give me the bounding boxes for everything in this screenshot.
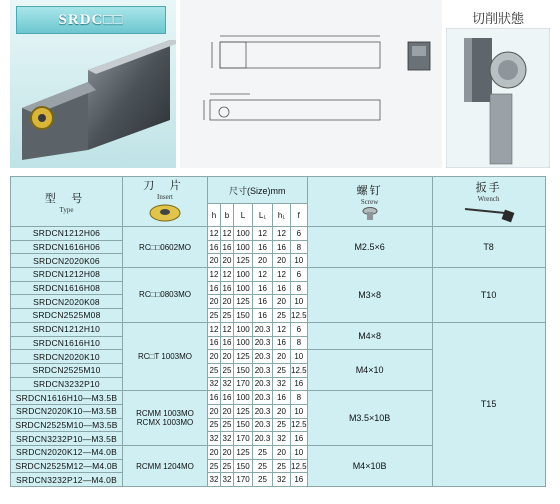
dim-cell: 8 xyxy=(291,336,308,350)
table-row xyxy=(11,322,546,336)
screw-icon xyxy=(361,207,379,221)
insert-label: RC□T 1003MO xyxy=(137,352,193,362)
screw-cell: M4×10 xyxy=(307,350,432,391)
dim-cell: 20.3 xyxy=(253,350,273,364)
dim-cell: 125 xyxy=(234,350,253,364)
dim-cell: 25 xyxy=(221,363,234,377)
dim-cell: 170 xyxy=(234,377,253,391)
page-title: SRDC□□ xyxy=(16,6,166,34)
dim-cell: 20.3 xyxy=(253,391,273,405)
dim-cell: 16 xyxy=(221,281,234,295)
dim-cell: 170 xyxy=(234,473,253,487)
dim-cell: 16 xyxy=(221,336,234,350)
dim-cell: 12 xyxy=(273,268,291,282)
dim-cell: 100 xyxy=(234,281,253,295)
screw-cell: M3.5×10B xyxy=(307,391,432,446)
model-cell: SRDCN2020K06 xyxy=(11,254,123,268)
dim-cell: 10 xyxy=(291,254,308,268)
wrench-icon xyxy=(461,204,517,224)
dim-cell: 125 xyxy=(234,254,253,268)
dim-cell: 32 xyxy=(208,377,221,391)
insert-label: RC□□0602MO xyxy=(139,242,191,252)
dim-cell: 150 xyxy=(234,363,253,377)
header-screw: 螺钉 Screw xyxy=(307,177,432,227)
dim-cell: 12.5 xyxy=(291,459,308,473)
screw-cell: M3×8 xyxy=(307,268,432,323)
dim-cell: 12 xyxy=(208,227,221,241)
dim-cell: 100 xyxy=(234,227,253,241)
dim-cell: 32 xyxy=(221,377,234,391)
model-cell: SRDCN1616H06 xyxy=(11,240,123,254)
dim-cell: 150 xyxy=(234,459,253,473)
dim-cell: 16 xyxy=(221,240,234,254)
insert-cell xyxy=(123,446,208,487)
dim-cell: 32 xyxy=(273,432,291,446)
dim-cell: 25 xyxy=(208,459,221,473)
dim-cell: 20 xyxy=(221,350,234,364)
model-cell: SRDCN3232P10—M3.5B xyxy=(11,432,123,446)
insert-cell xyxy=(123,322,208,390)
header-dim-b: b xyxy=(221,204,234,227)
dim-cell: 25 xyxy=(221,309,234,323)
dim-cell: 25 xyxy=(208,363,221,377)
insert-icon xyxy=(148,203,182,223)
dim-cell: 125 xyxy=(234,404,253,418)
dim-cell: 20 xyxy=(208,295,221,309)
screw-cell: M4×10B xyxy=(307,446,432,487)
header-size: 尺寸(Size)mm xyxy=(208,177,308,204)
dim-cell: 100 xyxy=(234,391,253,405)
model-cell: SRDCN1212H08 xyxy=(11,268,123,282)
dim-cell: 6 xyxy=(291,268,308,282)
insert-label: RCMX 1003MO xyxy=(136,418,194,428)
model-cell: SRDCN2020K10 xyxy=(11,350,123,364)
dim-cell: 10 xyxy=(291,350,308,364)
dim-cell: 20 xyxy=(221,446,234,460)
dim-cell: 32 xyxy=(273,473,291,487)
dim-cell: 20 xyxy=(221,404,234,418)
dim-cell: 25 xyxy=(221,418,234,432)
dim-cell: 32 xyxy=(221,473,234,487)
dim-cell: 12 xyxy=(221,322,234,336)
dim-cell: 12 xyxy=(208,268,221,282)
model-cell: SRDCN2020K12—M4.0B xyxy=(11,446,123,460)
dim-cell: 100 xyxy=(234,268,253,282)
dim-cell: 16 xyxy=(291,473,308,487)
dim-cell: 20 xyxy=(208,254,221,268)
dim-cell: 12.5 xyxy=(291,418,308,432)
model-cell: SRDCN2525M10—M3.5B xyxy=(11,418,123,432)
dim-cell: 16 xyxy=(291,377,308,391)
dim-cell: 25 xyxy=(253,473,273,487)
dim-cell: 25 xyxy=(273,363,291,377)
model-cell: SRDCN2525M10 xyxy=(11,363,123,377)
dim-cell: 25 xyxy=(273,459,291,473)
dim-cell: 20.3 xyxy=(253,363,273,377)
header-dim-f: f xyxy=(291,204,308,227)
dim-cell: 170 xyxy=(234,432,253,446)
dim-cell: 25 xyxy=(273,418,291,432)
dim-cell: 150 xyxy=(234,309,253,323)
dim-cell: 32 xyxy=(273,377,291,391)
model-cell: SRDCN3232P10 xyxy=(11,377,123,391)
dim-cell: 20 xyxy=(253,254,273,268)
dim-cell: 125 xyxy=(234,295,253,309)
insert-label: RC□□0803MO xyxy=(139,290,191,300)
dim-cell: 20 xyxy=(273,404,291,418)
dim-cell: 8 xyxy=(291,281,308,295)
dim-cell: 20.3 xyxy=(253,418,273,432)
dim-cell: 16 xyxy=(253,295,273,309)
dim-cell: 25 xyxy=(253,459,273,473)
dim-cell: 25 xyxy=(273,309,291,323)
dim-cell: 12 xyxy=(253,268,273,282)
wrench-cell: T15 xyxy=(432,322,545,486)
dim-cell: 16 xyxy=(208,336,221,350)
dim-cell: 20 xyxy=(208,446,221,460)
dim-cell: 25 xyxy=(221,459,234,473)
dim-cell: 12 xyxy=(273,322,291,336)
model-cell: SRDCN2020K10—M3.5B xyxy=(11,404,123,418)
dim-cell: 16 xyxy=(208,281,221,295)
dim-cell: 100 xyxy=(234,322,253,336)
dim-cell: 20 xyxy=(208,350,221,364)
dim-cell: 16 xyxy=(273,281,291,295)
model-cell: SRDCN3232P12—M4.0B xyxy=(11,473,123,487)
dim-cell: 16 xyxy=(273,391,291,405)
dim-cell: 150 xyxy=(234,418,253,432)
model-cell: SRDCN1616H08 xyxy=(11,281,123,295)
insert-cell xyxy=(123,227,208,268)
dim-cell: 16 xyxy=(253,240,273,254)
dim-cell: 125 xyxy=(234,446,253,460)
dim-cell: 16 xyxy=(208,391,221,405)
dim-cell: 16 xyxy=(221,391,234,405)
dim-cell: 100 xyxy=(234,336,253,350)
model-cell: SRDCN1616H10—M3.5B xyxy=(11,391,123,405)
dim-cell: 16 xyxy=(253,309,273,323)
technical-drawing xyxy=(180,0,442,168)
dim-cell: 32 xyxy=(208,473,221,487)
insert-cell xyxy=(123,268,208,323)
cutting-state-illustration xyxy=(446,28,550,168)
dim-cell: 20.3 xyxy=(253,377,273,391)
dim-cell: 12 xyxy=(221,227,234,241)
header xyxy=(0,0,560,172)
model-cell: SRDCN1212H06 xyxy=(11,227,123,241)
table-row xyxy=(11,227,546,241)
header-wrench: 扳手 Wrench xyxy=(432,177,545,227)
insert-label: RCMM 1204MO xyxy=(136,461,194,471)
dim-cell: 20 xyxy=(221,295,234,309)
dim-cell: 12 xyxy=(273,227,291,241)
wrench-cell: T8 xyxy=(432,227,545,268)
spec-table xyxy=(10,176,546,487)
header-dim-h: h xyxy=(208,204,221,227)
dim-cell: 16 xyxy=(273,336,291,350)
dim-cell: 20.3 xyxy=(253,404,273,418)
header-model: 型 号 Type xyxy=(11,177,123,227)
dim-cell: 20 xyxy=(273,254,291,268)
dim-cell: 12 xyxy=(221,268,234,282)
insert-label: RCMM 1003MO xyxy=(136,409,194,419)
insert-cell xyxy=(123,391,208,446)
header-dim-L: L xyxy=(234,204,253,227)
dim-cell: 25 xyxy=(208,309,221,323)
dim-cell: 6 xyxy=(291,227,308,241)
dim-cell: 20.3 xyxy=(253,322,273,336)
dim-cell: 12 xyxy=(208,322,221,336)
dim-cell: 32 xyxy=(221,432,234,446)
dim-cell: 16 xyxy=(208,240,221,254)
dim-cell: 100 xyxy=(234,240,253,254)
dim-cell: 10 xyxy=(291,295,308,309)
table-row xyxy=(11,268,546,282)
model-cell: SRDCN1616H10 xyxy=(11,336,123,350)
dim-cell: 16 xyxy=(273,240,291,254)
dim-cell: 20 xyxy=(208,404,221,418)
screw-cell: M2.5×6 xyxy=(307,227,432,268)
dim-cell: 10 xyxy=(291,404,308,418)
cutting-state-label: 切削狀態 xyxy=(471,12,524,27)
dim-cell: 25 xyxy=(253,446,273,460)
dim-cell: 6 xyxy=(291,322,308,336)
dim-cell: 20 xyxy=(273,295,291,309)
dim-cell: 16 xyxy=(253,281,273,295)
dim-cell: 8 xyxy=(291,240,308,254)
dim-cell: 10 xyxy=(291,446,308,460)
dim-cell: 32 xyxy=(208,432,221,446)
dim-cell: 20.3 xyxy=(253,432,273,446)
dim-cell: 20.3 xyxy=(253,336,273,350)
header-dim-L1: L₁ xyxy=(253,204,273,227)
dim-cell: 8 xyxy=(291,391,308,405)
wrench-cell: T10 xyxy=(432,268,545,323)
dim-cell: 20 xyxy=(273,350,291,364)
model-cell: SRDCN2525M08 xyxy=(11,309,123,323)
header-insert: 刀 片 Insert xyxy=(123,177,208,227)
screw-cell: M4×8 xyxy=(307,322,432,349)
dim-cell: 20 xyxy=(273,446,291,460)
dim-cell: 25 xyxy=(208,418,221,432)
dim-cell: 12.5 xyxy=(291,309,308,323)
model-cell: SRDCN2525M12—M4.0B xyxy=(11,459,123,473)
dim-cell: 20 xyxy=(221,254,234,268)
dim-cell: 16 xyxy=(291,432,308,446)
header-dim-h1: h₁ xyxy=(273,204,291,227)
dim-cell: 12 xyxy=(253,227,273,241)
dim-cell: 12.5 xyxy=(291,363,308,377)
model-cell: SRDCN1212H10 xyxy=(11,322,123,336)
model-cell: SRDCN2020K08 xyxy=(11,295,123,309)
